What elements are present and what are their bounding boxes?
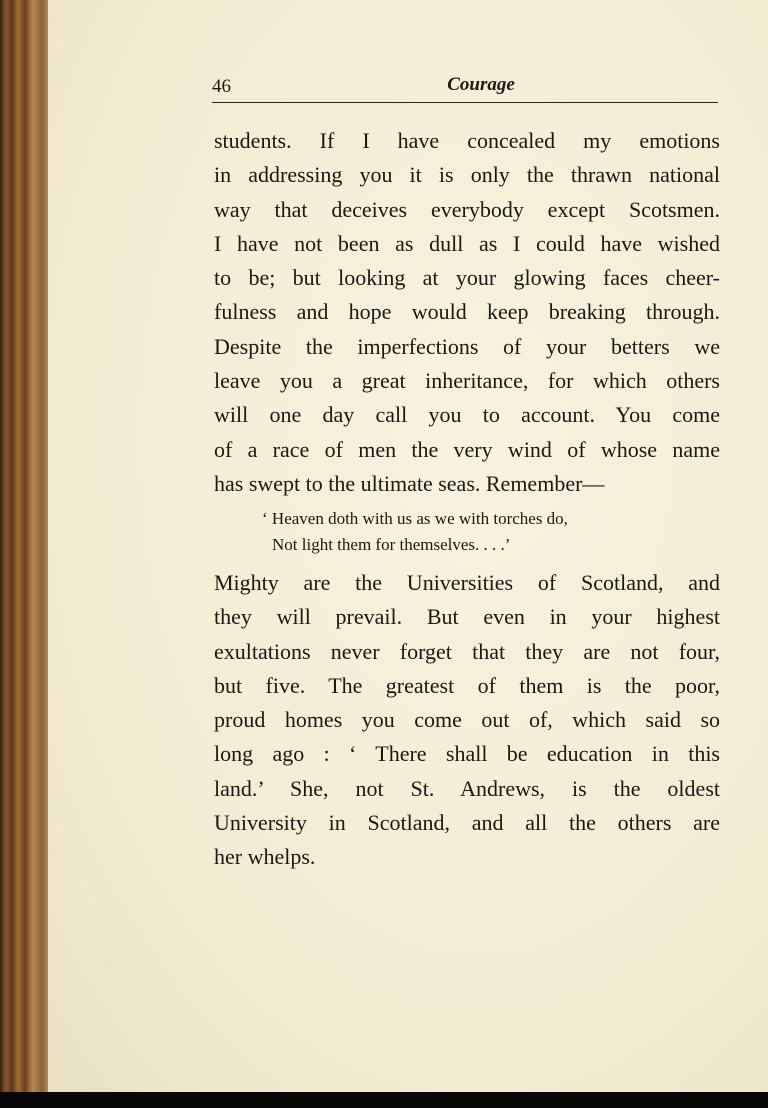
paragraph-1 xyxy=(214,124,720,501)
text-line: proud homes you come out of, which said so xyxy=(214,707,720,733)
running-title: Courage xyxy=(447,74,515,95)
text-line: Mighty are the Universities of Scotland, and xyxy=(214,570,720,595)
text-line: leave you a great inheritance, for which others xyxy=(214,368,720,394)
page-number: 46 xyxy=(212,76,231,97)
text-line: has swept to the ultimate seas. Remember— xyxy=(214,470,605,496)
text-line: long ago : ‘ There shall be education in this xyxy=(214,741,720,767)
page-header xyxy=(212,72,720,102)
text-line: they will prevail. But even in your highest xyxy=(214,604,720,630)
quote-line: ‘ Heaven doth with us as we with torches do, xyxy=(262,509,568,528)
text-line: of a race of men the very wind of whose name xyxy=(214,436,720,462)
text-line: to be; but looking at your glowing faces cheer- xyxy=(214,265,720,291)
quote-line: Not light them for themselves. . . .’ xyxy=(272,535,511,554)
text-line: University in Scotland, and all the others are xyxy=(214,810,720,836)
text-line: will one day call you to account. You come xyxy=(214,402,720,428)
text-line: way that deceives everybody except Scotsmen. xyxy=(214,196,720,222)
verse-quote xyxy=(262,506,682,558)
page-bottom-edge xyxy=(0,1092,768,1108)
text-line: in addressing you it is only the thrawn national xyxy=(214,162,720,188)
text-line: exultations never forget that they are not four, xyxy=(214,638,720,664)
text-line: land.’ She, not St. Andrews, is the oldest xyxy=(214,775,720,801)
header-rule xyxy=(212,102,718,103)
paragraph-2 xyxy=(214,566,720,875)
text-line: I have not been as dull as I could have wished xyxy=(214,230,720,256)
text-line: her whelps. xyxy=(214,844,316,870)
text-line: Despite the imperfections of your betters we xyxy=(214,333,720,359)
text-line: students. If I have concealed my emotions xyxy=(214,128,720,153)
text-line: fulness and hope would keep breaking through. xyxy=(214,299,720,325)
text-line: but five. The greatest of them is the poor, xyxy=(214,672,720,698)
